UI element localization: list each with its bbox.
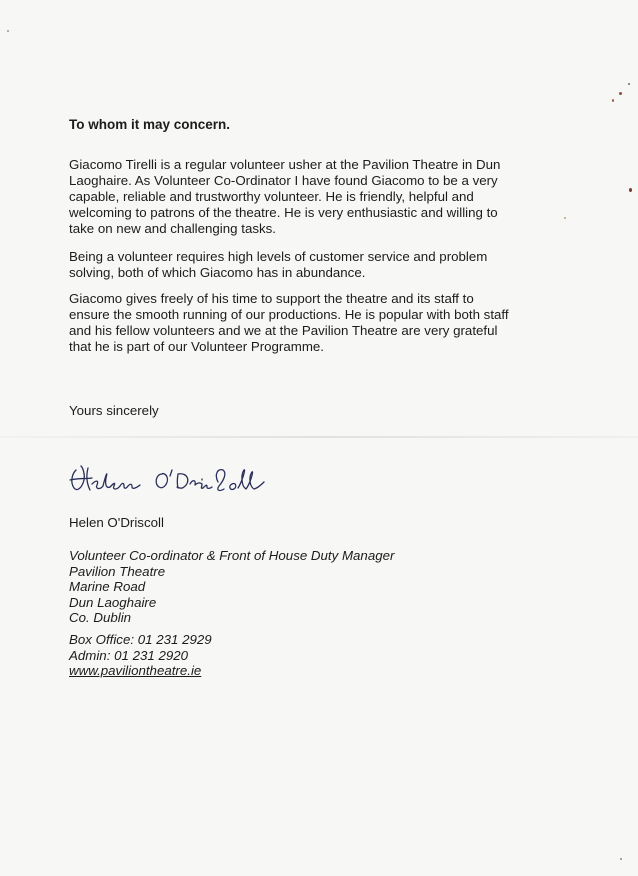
box-office-phone: Box Office: 01 231 2929 [69, 632, 212, 647]
body-paragraph-1: Giacomo Tirelli is a regular volunteer usher at the Pavilion Theatre in Dun Laoghaire. As Volunteer Co-Ordinator I have found Giacomo to be a very capable, reliable and trustworthy volunteer. He is friendly, helpful and welcoming to patrons of the theatre. He is very enthusiastic and willing to take on new and challenging tasks. [69, 157, 501, 236]
scan-speckle [619, 92, 622, 95]
scan-fold-line [0, 436, 638, 438]
scan-speckle [620, 858, 622, 860]
body-paragraph-3: Giacomo gives freely of his time to support the theatre and its staff to ensure the smooth running of our productions. He is popular with both staff and his fellow volunteers and we at the Pavilion Theatre are very grateful that he is part of our Volunteer Programme. [69, 291, 509, 354]
address-line: Marine Road [69, 579, 146, 595]
body-paragraph-2: Being a volunteer requires high levels of customer service and problem solving, both of which Giacomo has in abundance. [69, 249, 488, 280]
scan-speckle [7, 30, 9, 32]
handwritten-signature [66, 452, 311, 502]
scan-speckle [629, 188, 632, 192]
salutation: To whom it may concern. [69, 117, 231, 132]
scan-speckle [628, 83, 630, 85]
signer-title: Volunteer Co-ordinator & Front of House Duty Manager [69, 548, 395, 563]
signer-details [69, 548, 394, 626]
address-line: Pavilion Theatre [69, 563, 166, 579]
address-line: Dun Laoghaire [69, 594, 157, 610]
signer-name: Helen O'Driscoll [69, 515, 164, 530]
website-link[interactable]: www.paviliontheatre.ie [69, 663, 202, 679]
scan-speckle [564, 217, 566, 219]
closing: Yours sincerely [69, 403, 159, 418]
address-line: Co. Dublin [69, 610, 132, 626]
admin-phone: Admin: 01 231 2920 [69, 647, 189, 663]
contact-details [69, 632, 212, 679]
scan-speckle [612, 99, 614, 102]
